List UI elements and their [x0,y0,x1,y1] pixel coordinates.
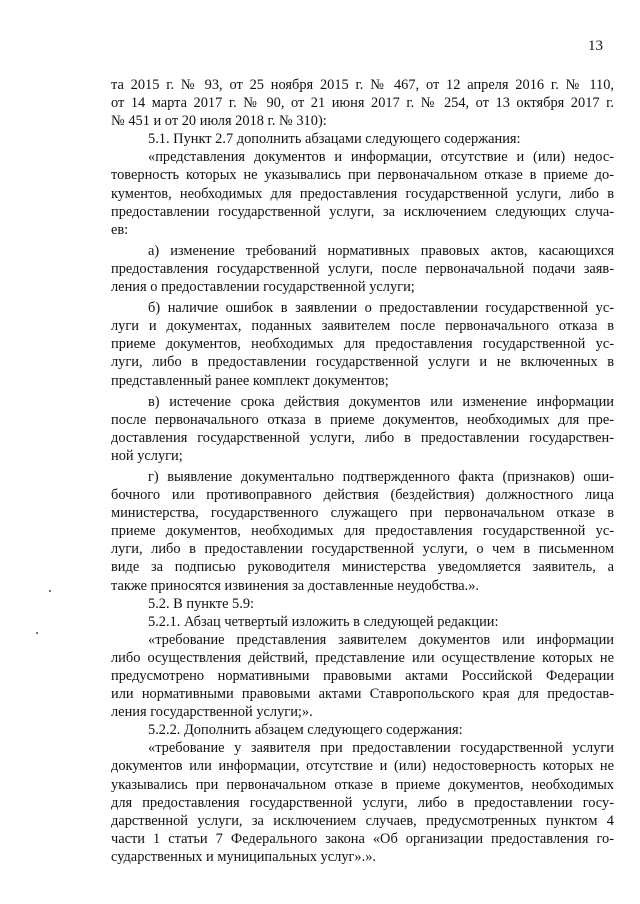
text-line: или нормативными правовыми актами Ставропольского края для предостав- [111,686,614,703]
text-line: дарственной услуги, за исключением случаев, предусмотренных пунктом 4 [111,812,614,829]
text-line: луги, либо в предоставлении государственной услуги и не включенных в [111,354,614,371]
text-line: товерность которых не указывались при первоначальном отказе в приеме до- [111,167,614,184]
text-line: части 1 статьи 7 Федерального закона «Об организации предоставления го- [111,830,614,847]
text-line: для предоставления государственной услуги, либо в предоставлении госу- [111,794,614,811]
page-number: 13 [588,38,603,54]
text-line: предоставления государственной услуги, после первоначальной подачи заяв- [111,260,614,277]
text-line: 5.2. В пункте 5.9: [148,595,255,612]
text-line: виде за подписью руководителя министерства уведомляется заявитель, а [111,559,614,576]
text-line: либо осуществления действий, представление или осуществление которых не [111,649,614,666]
text-line: а) изменение требований нормативных правовых актов, касающихся [148,242,614,259]
text-line: также приносятся извинения за доставленные неудобства.». [111,577,480,594]
scan-speck [49,590,51,592]
text-line: доставления государственной услуги, либо в предоставлении государствен- [111,429,614,446]
text-line: 5.1. Пункт 2.7 дополнить абзацами следующего содержания: [148,131,521,148]
text-line: ев: [111,221,129,238]
text-line: сударственных и муниципальных услуг».». [111,848,377,865]
text-line: указывались при первоначальном отказе в приеме документов, необходимых [111,776,614,793]
text-line: б) наличие ошибок в заявлении о предоставлении государственной ус- [148,300,614,317]
text-line: «требование у заявителя при предоставлении государственной услуги [148,740,614,757]
text-line: предусмотрено нормативными правовыми актами Российской Федерации [111,668,614,684]
text-line: в) истечение срока действия документов или изменение информации [148,393,614,410]
text-line: документов или информации, отсутствие и (или) недостоверность которых не [111,758,614,775]
text-line: приеме документов, необходимых для предоставления государственной ус- [111,523,614,540]
text-line: от 14 марта 2017 г. № 90, от 21 июня 2017 г. № 254, от 13 октября 2017 г. [111,95,614,112]
text-line: кументов, необходимых для предоставления государственной услуги, либо в [111,185,614,202]
text-line: приеме документов, необходимых для предоставления государственной ус- [111,336,614,353]
text-line: луги и документах, поданных заявителем после первоначального отказа в [111,318,614,335]
text-line: министерства, государственного служащего при первоначальном отказе в [111,505,614,522]
text-line: г) выявление документально подтвержденного факта (признаков) оши- [148,468,614,485]
scan-speck [36,632,38,634]
text-line: предоставлении государственной услуги, за исключением следующих случа- [111,203,614,220]
text-line: ной услуги; [111,447,183,464]
text-line: «требование представления заявителем документов или информации [148,631,614,648]
document-body [111,76,614,866]
text-line: после первоначального отказа в приеме документов, необходимых для пре- [111,411,614,428]
text-line: № 451 и от 20 июля 2018 г. № 310): [111,113,327,130]
text-line: «представления документов и информации, отсутствие и (или) недос- [148,149,614,166]
text-line: та 2015 г. № 93, от 25 ноября 2015 г. № 467, от 12 апреля 2016 г. № 110, [111,77,614,93]
text-line: ления о предоставлении государственной услуги; [111,279,415,296]
text-line: бочного или противоправного действия (бездействия) должностного лица [111,487,614,504]
text-line: ления государственной услуги;». [111,704,313,721]
text-line: 5.2.1. Абзац четвертый изложить в следующей редакции: [148,613,499,630]
text-line: представленный ранее комплект документов; [111,372,389,389]
text-line: 5.2.2. Дополнить абзацем следующего содержания: [148,722,463,739]
text-line: луги, либо в предоставлении государственной услуги, о чем в письменном [111,541,614,558]
